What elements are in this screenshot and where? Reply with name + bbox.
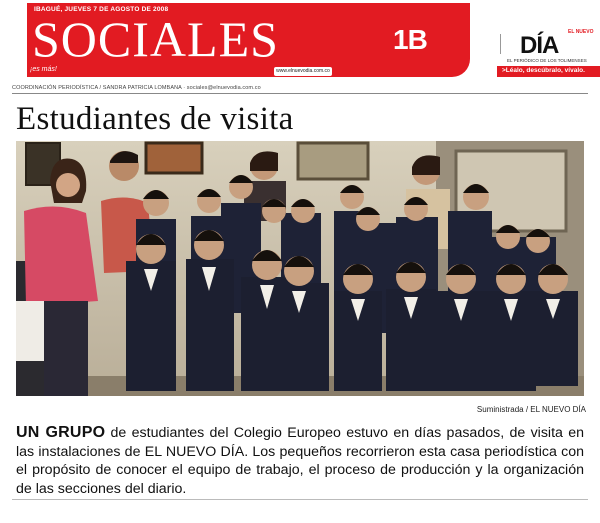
group-photo-illustration xyxy=(16,141,584,396)
dateline: IBAGUÉ, JUEVES 7 DE AGOSTO DE 2008 xyxy=(34,6,169,13)
top-divider xyxy=(12,93,588,94)
masthead xyxy=(0,0,600,80)
page-number: 1B xyxy=(393,24,427,55)
photo-credit: Suministrada / EL NUEVO DÍA xyxy=(476,405,586,414)
mas-logo: ¡es más! xyxy=(30,66,57,73)
article-headline: Estudiantes de visita xyxy=(16,101,294,137)
logo-tagline: EL PERIÓDICO DE LOS TOLIMENSES xyxy=(507,58,587,63)
newspaper-logo: DÍA xyxy=(520,32,559,59)
photo-caption xyxy=(16,424,584,498)
slogan: >Léalo, descúbralo, vívalo. xyxy=(502,67,585,74)
logo-prefix: EL NUEVO xyxy=(568,29,594,35)
website-url[interactable]: www.elnuevodia.com.co xyxy=(274,67,332,76)
group-photo xyxy=(16,141,584,396)
caption-body: de estudiantes del Colegio Europeo estuvo en días pasados, de visita en las instalaciones de EL NUEVO DÍA. Los pequeños recorrieron esta casa periodística con el propósito de conocer el equipo de trabajo, el proceso de producción y la organización de las secciones del diario. xyxy=(16,425,585,497)
coordination-credit: COORDINACIÓN PERIODÍSTICA / SANDRA PATRICIA LOMBANA · sociales@elnuevodia.com.co xyxy=(12,85,261,91)
bottom-divider xyxy=(12,499,588,500)
section-title: SOCIALES xyxy=(32,11,279,67)
logo-divider xyxy=(500,34,501,54)
caption-lead: UN GRUPO xyxy=(16,424,106,441)
